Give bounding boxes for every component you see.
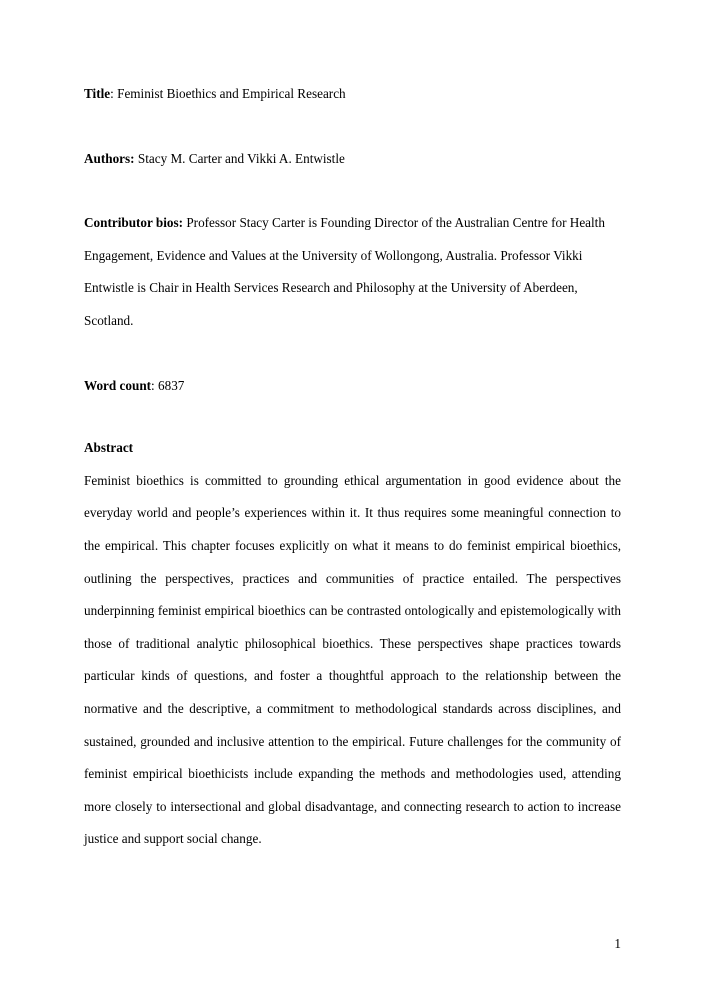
title-line	[84, 78, 621, 111]
spacer-after-authors	[84, 175, 621, 207]
title-value: Feminist Bioethics and Empirical Research	[117, 86, 346, 101]
contributor-bios-value: Professor Stacy Carter is Founding Director of the Australian Centre for Health Engagement, Evidence and Values at the University of Wollongong, Australia. Professor Vikki Entwistle is Chair in Health Services Research and Philosophy at the University of Aberdeen, Scotland.	[84, 215, 605, 328]
spacer-after-bios	[84, 338, 621, 370]
word-count-label: Word count	[84, 377, 152, 393]
page-number: 1	[614, 936, 621, 951]
authors-label: Authors:	[84, 150, 135, 166]
authors-value: Stacy M. Carter and Vikki A. Entwistle	[134, 150, 345, 166]
contributor-bios	[84, 207, 621, 337]
spacer-after-word-count	[84, 402, 621, 432]
title-label: Title	[84, 86, 111, 101]
abstract-body: Feminist bioethics is committed to grounding ethical argumentation in good evidence about the everyday world and people’s experiences within it. It thus requires some meaningful connection to the empirical. This chapter focuses explicitly on what it means to do feminist empirical bioethics, outlining the perspectives, practices and communities of practice entailed. The perspectives underpinning feminist empirical bioethics can be contrasted ontologically and epistemologically with those of traditional analytic philosophical bioethics. These perspectives shape practices towards particular kinds of questions, and foster a thoughtful approach to the relationship between the normative and the descriptive, a commitment to methodological standards across disciplines, and sustained, grounded and inclusive attention to the empirical. Future challenges for the community of feminist empirical bioethicists include expanding the methods and methodologies used, attending more closely to intersectional and global disadvantage, and connecting research to action to increase justice and support social change.	[84, 472, 621, 847]
spacer-after-title	[84, 111, 621, 143]
contributor-bios-label: Contributor bios:	[84, 215, 184, 231]
title-separator: :	[110, 86, 118, 101]
authors-line	[84, 143, 621, 176]
word-count-value: 6837	[158, 377, 185, 393]
word-count-line	[84, 370, 621, 403]
word-count-separator: :	[151, 377, 159, 393]
abstract-heading: Abstract	[84, 440, 134, 456]
